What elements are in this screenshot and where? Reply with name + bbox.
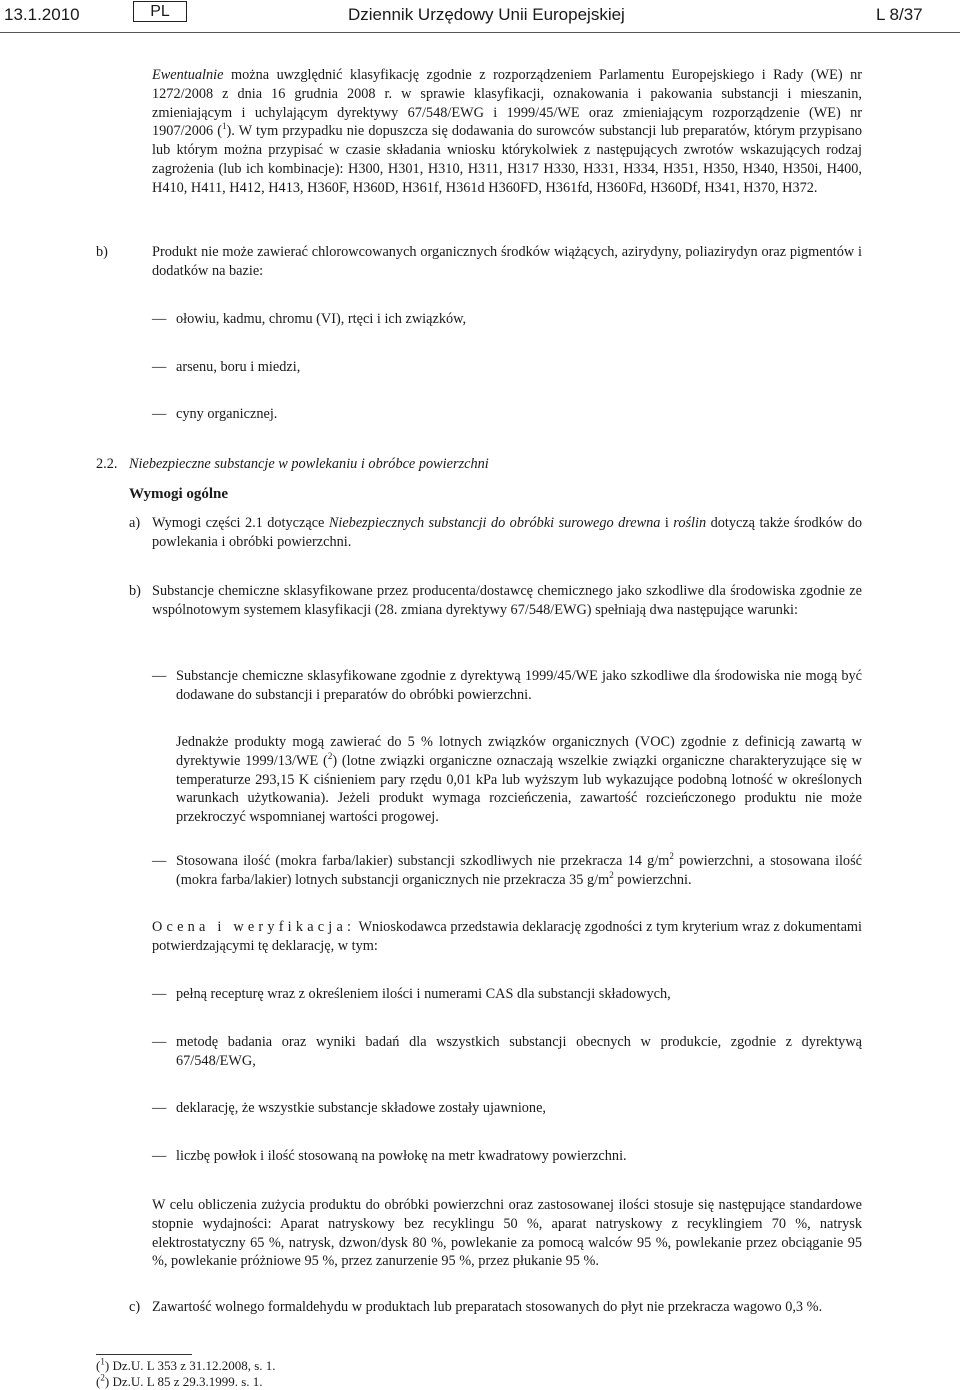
- footnote-2: ($^2$) Dz.U. L 85 z 29.3.1999. s. 1.: [96, 1372, 263, 1389]
- dash-bullet: —: [152, 359, 167, 375]
- dash-bullet: —: [152, 986, 167, 1002]
- list-item: Stosowana ilość (mokra farba/lakier) substancji szkodliwych nie przekracza 14 $g/m^2$ powierzchni, a stosowana ilość (mokra farba/lakier) lotnych substancji organicznych nie przekracza 35 $g/m^2$ powierzchni.: [176, 851, 862, 888]
- dash-bullet: —: [152, 668, 167, 684]
- list-item: cyny organicznej.: [176, 406, 278, 422]
- item-label-a: a): [129, 515, 141, 531]
- subsection-heading: Wymogi ogólne: [129, 486, 229, 502]
- list-item: metodę badania oraz wyniki badań dla wszystkich substancji obecnych w produkcie, zgodnie z dyrektywą 67/548/EWG,: [176, 1034, 862, 1069]
- list-item: Substancje chemiczne sklasyfikowane zgodnie z dyrektywą 1999/45/WE jako szkodliwe dla środowiska nie mogą być dodawane do substancji i preparatów do obróbki powierzchni.: [176, 668, 862, 703]
- list-item: arsenu, boru i miedzi,: [176, 359, 301, 375]
- efficiency-paragraph: W celu obliczenia zużycia produktu do obróbki powierzchni oraz zastosowanej ilości stosuje się następujące standardowe stopnie wydajności: Aparat natryskowy bez recyklingu 50 %, aparat natryskowy z recyklingiem 70 %, natrysk elektrostatyczny 65 %, natrysk, dzwon/dysk 80 %, powlekanie za pomocą walców 95 %, powlekanie przez obciąganie 95 %, powlekanie próżniowe 95 %, przez zanurzenie 95 %, przez płukanie 95 %.: [152, 1197, 862, 1270]
- list-item: deklarację, że wszystkie substancje składowe zostały ujawnione,: [176, 1100, 547, 1116]
- a-paragraph: Wymogi części 2.1 dotyczące Niebezpiecznych substancji do obróbki surowego drewna i roślin dotyczą także środków do powlekania i obróbki powierzchni.: [152, 515, 863, 550]
- b2-paragraph: Substancje chemiczne sklasyfikowane przez producenta/dostawcę chemicznego jako szkodliwe dla środowiska zgodnie ze wspólnotowym systemem klasyfikacji (28. zmiana dyrektywy 67/548/EWG) spełniają dwa następujące warunki:: [152, 583, 862, 618]
- journal-title: Dziennik Urzędowy Unii Europejskiej: [348, 5, 625, 24]
- dash-bullet: —: [152, 311, 167, 327]
- journal-header: [0, 0, 960, 40]
- b1-paragraph: Produkt nie może zawierać chlorowcowanych organicznych środków wiążących, azirydyny, poliazirydyn oraz pigmentów i dodatków na bazie:: [152, 244, 862, 279]
- footnote-rule: [96, 1354, 192, 1355]
- language-box: PL: [133, 1, 187, 22]
- item-label-c: c): [129, 1299, 141, 1315]
- intro-lead: Ewentualnie: [152, 67, 224, 83]
- voc-paragraph: Jednakże produkty mogą zawierać do 5 % lotnych związków organicznych (VOC) zgodnie z definicją zawartą w dyrektywie 1999/13/WE ($^2$) (lotne związki organiczne oznaczają wszelkie związki organiczne charakteryzujące się w temperaturze 293,15 K ciśnieniem pary rzędu 0,01 kPa lub wyższym lub wykazujące podobną lotność w określonych warunkach użytkowania). Jeżeli produkt wymaga rozcieńczenia, zawartość rozcieńczonego produktu nie może przekroczyć wspomnianej wartości progowej.: [176, 734, 862, 826]
- section-number: 2.2.: [96, 456, 118, 472]
- dash-bullet: —: [152, 406, 167, 422]
- c-paragraph: Zawartość wolnego formaldehydu w produktach lub preparatach stosowanych do płyt nie przekracza wagowo 0,3 %.: [152, 1299, 823, 1315]
- assessment-paragraph: Ocena i weryfikacja: Wnioskodawca przedstawia deklarację zgodności z tym kryterium wraz z dokumentami potwierdzającymi tę deklarację, w tym:: [152, 919, 863, 954]
- list-item: liczbę powłok i ilość stosowaną na powłokę na metr kwadratowy powierzchni.: [176, 1148, 627, 1164]
- footnote-1: ($^1$) Dz.U. L 353 z 31.12.2008, s. 1.: [96, 1356, 276, 1373]
- list-item: ołowiu, kadmu, chromu (VI), rtęci i ich związków,: [176, 311, 467, 327]
- footnote-ref-1[interactable]: 1: [222, 121, 227, 132]
- page-reference: L 8/37: [876, 5, 923, 24]
- dash-bullet: —: [152, 1148, 167, 1164]
- intro-paragraph: Ewentualnie można uwzględnić klasyfikację zgodnie z rozporządzeniem Parlamentu Europejskiego i Rady (WE) nr 1272/2008 z dnia 16 grudnia 2008 r. w sprawie klasyfikacji, oznakowania i pakowania substancji i mieszanin, zmieniającym i uchylającym dyrektywy 67/548/EWG i 1999/45/WE oraz zmieniającym rozporządzenie (WE) nr 1907/2006 ($^1$). W tym przypadku nie dopuszcza się dodawania do surowców substancji lub preparatów, którym przypisano lub którym można przypisać w czasie składania wniosku którykolwiek z następujących zwrotów wskazujących rodzaj zagrożenia (lub ich kombinacje): H300, H301, H310, H311, H317 H330, H331, H334, H351, H350, H340, H350i, H400, H410, H411, H412, H413, H360F, H360D, H361f, H361d H360FD, H361fd, H360Fd, H360Df, H341, H370, H372.: [152, 67, 862, 196]
- dash-bullet: —: [152, 1100, 167, 1116]
- item-label-b1: b): [96, 244, 108, 260]
- section-title: Niebezpieczne substancje w powlekaniu i obróbce powierzchni: [129, 456, 489, 472]
- header-rule: [0, 32, 960, 33]
- dash-bullet: —: [152, 1034, 167, 1050]
- dash-bullet: —: [152, 853, 167, 869]
- footnote-ref-2[interactable]: 2: [327, 751, 333, 762]
- publication-date: 13.1.2010: [4, 5, 80, 24]
- list-item: pełną recepturę wraz z określeniem ilości i numerami CAS dla substancji składowych,: [176, 986, 671, 1002]
- item-label-b2: b): [129, 583, 141, 599]
- assessment-label: Ocena i weryfikacja:: [152, 919, 356, 935]
